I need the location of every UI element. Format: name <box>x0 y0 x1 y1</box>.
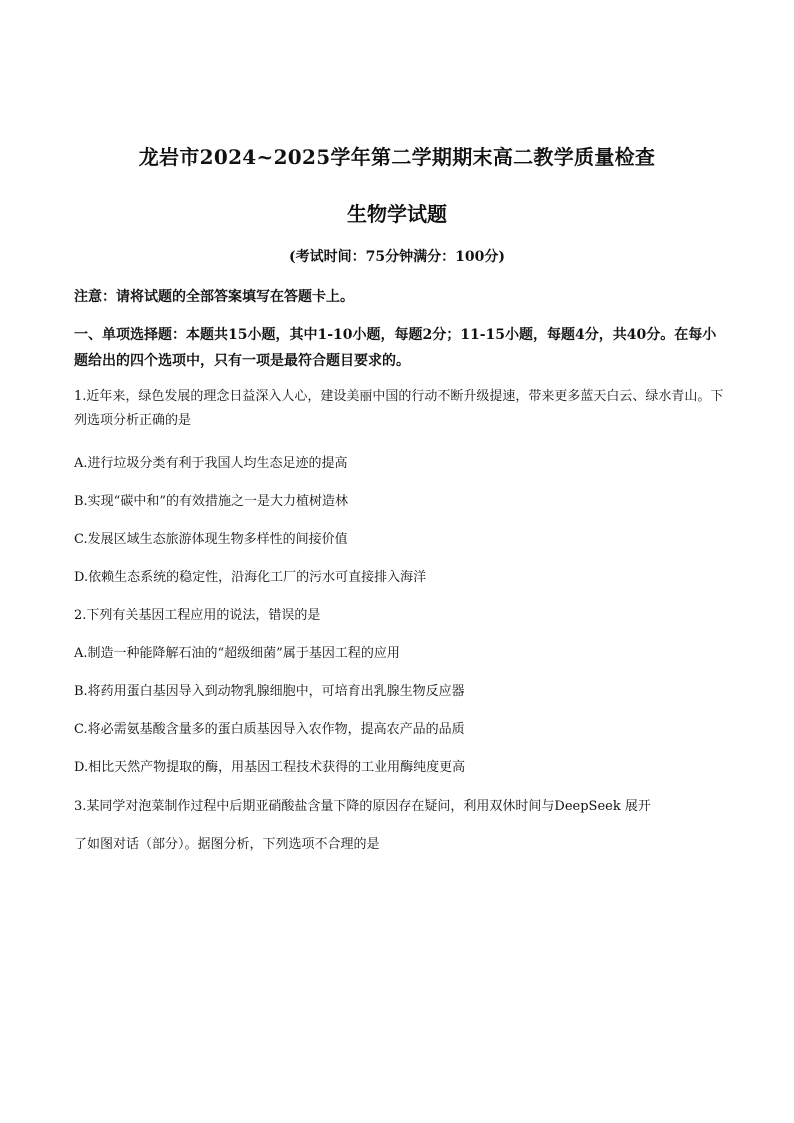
question-1-option-a: A.进行垃圾分类有利于我国人均生态足迹的提高 <box>74 456 348 471</box>
question-2-option-d: D.相比天然产物提取的酶，用基因工程技术获得的工业用酶纯度更高 <box>74 760 466 775</box>
question-3-stem-line-1: 3.某同学对泡菜制作过程中后期亚硝酸盐含量下降的原因存在疑问，利用双休时间与DeepSeek 展开 <box>74 799 651 814</box>
question-2-option-b: B.将药用蛋白基因导入到动物乳腺细胞中，可培育出乳腺生物反应器 <box>74 684 465 699</box>
question-1-option-d: D.依赖生态系统的稳定性，沿海化工厂的污水可直接排入海洋 <box>74 570 427 585</box>
question-1-option-c: C.发展区域生态旅游体现生物多样性的间接价值 <box>74 532 348 547</box>
exam-title: 龙岩市2024~2025学年第二学期期末高二教学质量检查 <box>138 145 656 169</box>
subject-title: 生物学试题 <box>347 202 447 226</box>
question-2-stem: 2.下列有关基因工程应用的说法，错误的是 <box>74 608 321 623</box>
notice: 注意：请将试题的全部答案填写在答题卡上。 <box>74 289 354 305</box>
question-3-stem-line-2: 了如图对话（部分）。据图分析，下列选项不合理的是 <box>74 837 380 852</box>
question-2-option-c: C.将必需氨基酸含量多的蛋白质基因导入农作物，提高农产品的品质 <box>74 722 465 737</box>
question-2-option-a: A.制造一种能降解石油的“超级细菌”属于基因工程的应用 <box>74 646 400 661</box>
question-1-stem: 1.近年来，绿色发展的理念日益深入人心，建设美丽中国的行动不断升级提速，带来更多蓝天白云、绿水青山。下列选项分析正确的是 <box>74 389 724 428</box>
section-heading: 一、单项选择题：本题共15小题，其中1-10小题，每题2分；11-15小题，每题4分，共40分。在每小题给出的四个选项中，只有一项是最符合题目要求的。 <box>74 327 717 369</box>
question-1-option-b: B.实现“碳中和”的有效措施之一是大力植树造林 <box>74 494 348 509</box>
exam-info: (考试时间：75分钟满分：100分) <box>289 249 505 265</box>
